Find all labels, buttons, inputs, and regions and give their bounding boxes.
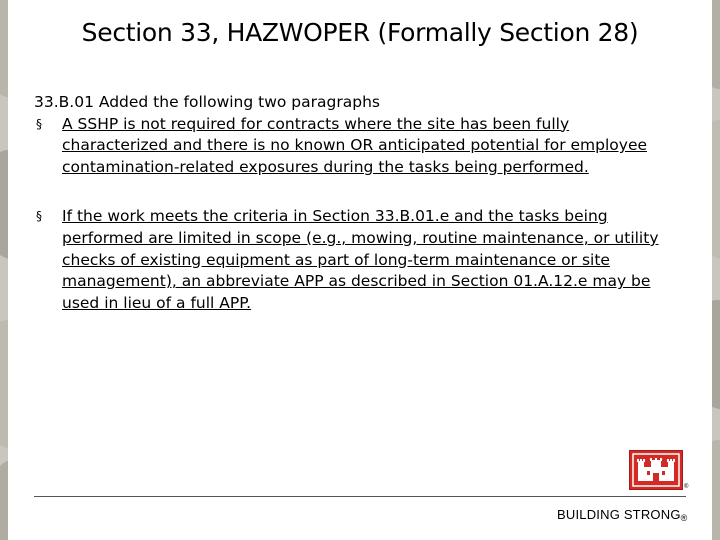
usace-castle-logo-icon xyxy=(629,450,683,490)
bullet-item xyxy=(34,206,664,314)
slide-content xyxy=(34,92,664,314)
registered-mark: ® xyxy=(684,484,689,490)
footer-divider xyxy=(34,496,686,497)
tagline-registered-mark: ® xyxy=(680,513,688,523)
intro-line: 33.B.01 Added the following two paragraphs xyxy=(34,93,380,111)
slide-title: Section 33, HAZWOPER (Formally Section 28) xyxy=(81,18,639,47)
bullet-text: A SSHP is not required for contracts where the site has been fully characterized and there is no known OR anticipated potential for employee contamination-related exposures during the tasks being performed. xyxy=(62,114,648,176)
tagline-text: BUILDING STRONG xyxy=(557,507,681,522)
bullet-marker-icon: § xyxy=(36,116,42,131)
bullet-item xyxy=(34,114,664,179)
footer-tagline xyxy=(557,507,687,523)
bullet-marker-icon: § xyxy=(36,209,42,224)
bullet-text: If the work meets the criteria in Section 33.B.01.e and the tasks being performed are limited in scope (e.g., mowing, routine maintenance, or utility checks of existing equipment as part of long-term maintenance or site management), an abbreviate APP as described in Section 01.A.12.e may be used in lieu of a full APP. xyxy=(62,207,659,312)
